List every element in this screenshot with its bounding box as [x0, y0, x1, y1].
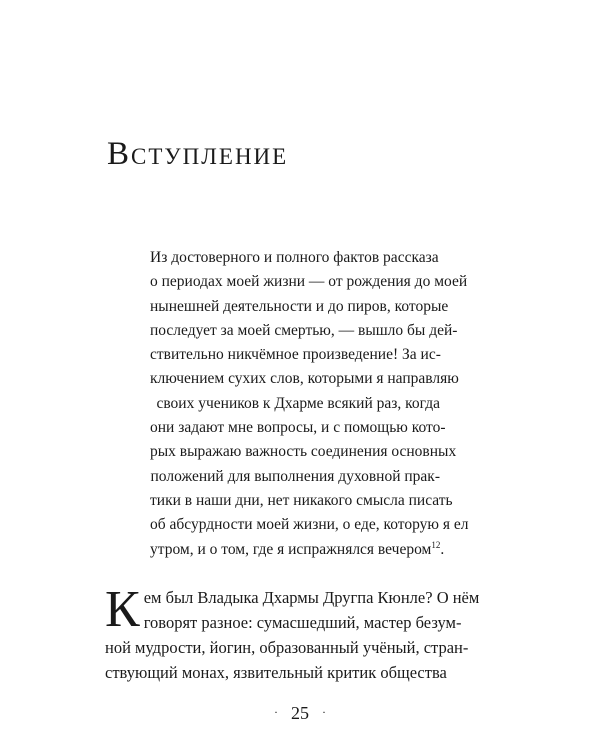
epigraph-line: ключением сухих слов, которыми я направляю: [150, 370, 459, 388]
epigraph-line: последует за моей смертью, — вышло бы дей-: [150, 321, 458, 339]
ornament-dot-right: ·: [322, 705, 326, 719]
epigraph-line: рых выражаю важность соединения основных: [150, 443, 457, 461]
body-line: ной мудрости, йогин, образованный учёный, стран-: [105, 638, 469, 657]
body-line: ем был Владыка Дхармы Другпа Кюнле? О нём: [143, 588, 480, 607]
epigraph-line: ствительно никчёмное произведение! За ис-: [150, 346, 441, 364]
epigraph-line: нынешней деятельности и до пиров, которые: [150, 297, 449, 315]
epigraph-block: [150, 246, 469, 562]
epigraph-line: о периодах моей жизни — от рождения до моей: [150, 273, 468, 291]
epigraph-line: об абсурдности моей жизни, о еде, которую я ел: [150, 516, 469, 534]
page-number: 25: [291, 703, 309, 723]
epigraph-end-punct: .: [440, 540, 445, 558]
epigraph-last-line: [150, 538, 445, 562]
epigraph-line: они задают мне вопросы, и с помощью кото-: [150, 419, 446, 437]
epigraph-line: Из достоверного и полного фактов рассказа: [150, 249, 439, 266]
body-line: говорят разное: сумасшедший, мастер безум-: [143, 613, 462, 632]
body-paragraph: [105, 581, 480, 685]
page-footer: [0, 703, 600, 724]
epigraph-line-text: утром, и о том, где я испражнялся вечером: [150, 540, 432, 558]
ornament-dot-left: ·: [274, 705, 278, 719]
drop-cap: К: [105, 581, 140, 638]
epigraph-line: положений для выполнения духовной прак-: [150, 467, 440, 485]
epigraph-line: тики в наши дни, нет никакого смысла писать: [150, 491, 453, 509]
chapter-heading: Вступление: [107, 136, 289, 172]
epigraph-line: своих учеников к Дхарме всякий раз, когда: [156, 394, 440, 412]
body-line: ствующий монах, язвительный критик общества: [105, 663, 447, 682]
footnote-marker[interactable]: 12: [431, 539, 441, 550]
